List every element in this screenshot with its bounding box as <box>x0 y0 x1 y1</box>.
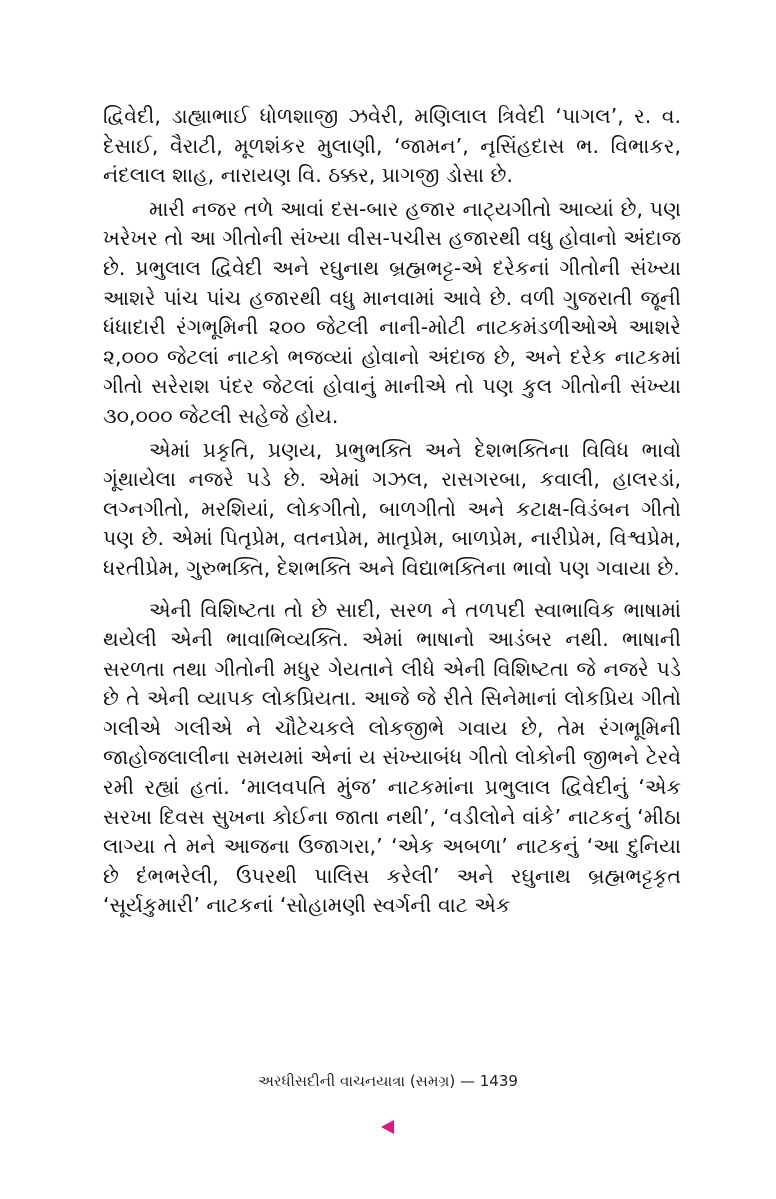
paragraph-song-themes: એમાં પ્રકૃતિ, પ્રણય, પ્રભુભક્તિ અને દેશભક્તિના વિવિધ ભાવો ગૂંથાયેલા નજરે પડે છે. એમાં ગઝલ, રાસગરબા, કવાલી, હાલરડાં, લગ્નગીતો, મરશિયાં, લોકગીતો, બાળગીતો અને કટાક્ષ-વિડંબન ગીતો પણ છે. એમાં પિતૃપ્રેમ, વતનપ્રેમ, માતૃપ્રેમ, બાળપ્રેમ, નારીપ્રેમ, વિશ્વપ્રેમ, ધરતીપ્રેમ, ગુરુભક્તિ, દેશભક્તિ અને વિદ્યાભક્તિના ભાવો પણ ગવાયા છે. <box>103 437 681 580</box>
previous-page-arrow-icon[interactable] <box>381 1120 394 1134</box>
paragraph-song-count: મારી નજર તળે આવાં દસ-બાર હજાર નાટ્યગીતો આવ્યાં છે, પણ ખરેખર તો આ ગીતોની સંખ્યા વીસ-પચીસ હજારથી વધુ હોવાનો અંદાજ છે. પ્રભુલાલ દ્વિવેદી અને રઘુનાથ બ્રહ્મભટ્ટ-એ દરેકનાં ગીતોની સંખ્યા આશરે પાંચ પાંચ હજારથી વધુ માનવામાં આવે છે. વળી ગુજરાતી જૂની ધંધાદારી રંગભૂમિની ૨૦૦ જેટલી નાની-મોટી નાટકમંડળીઓએ આશરે ૨,૦૦૦ જેટલાં નાટકો ભજવ્યાં હોવાનો અંદાજ છે, અને દરેક નાટકમાં ગીતો સરેરાશ પંદર જેટલાં હોવાનું માનીએ તો પણ કુલ ગીતોની સંખ્યા ૩૦,૦૦૦ જેટલી સહેજે હોય. <box>103 196 681 428</box>
page-body <box>103 102 681 921</box>
page-footer: અરધીસદીની વાચનયાત્રા (સમગ્ર) — 1439 <box>258 1072 518 1090</box>
paragraph-continuation: દ્વિવેદી, ડાહ્યાભાઈ ધોળશાજી ઝવેરી, મણિલાલ ત્રિવેદી ‘પાગલ’, ર. વ. દેસાઈ, વૈરાટી, મૂળશંકર મુલાણી, ‘જામન’, નૃસિંહદાસ ભ. વિભાકર, નંદલાલ શાહ, નારાયણ વિ. ઠક્કર, પ્રાગજી ડોસા છે. <box>103 104 681 188</box>
paragraph-song-features: એની વિશિષ્ટતા તો છે સાદી, સરળ ને તળપદી સ્વાભાવિક ભાષામાં થયેલી એની ભાવાભિવ્યક્તિ. એમાં ભાષાનો આડંબર નથી. ભાષાની સરળતા તથા ગીતોની મધુર ગેયતાને લીધે એની વિશિષ્ટતા જે નજરે પડે છે તે એની વ્યાપક લોકપ્રિયતા. આજે જે રીતે સિનેમાનાં લોકપ્રિય ગીતો ગલીએ ગલીએ ને ચૌટેચકલે લોકજીભે ગવાય છે, તેમ રંગભૂમિની જાહોજલાલીના સમયમાં એનાં ય સંખ્યાબંધ ગીતો લોકોની જીભને ટેરવે રમી રહ્યાં હતાં. ‘માલવપતિ મુંજ’ નાટકમાંના પ્રભુલાલ દ્વિવેદીનું ‘એક સરખા દિવસ સુખના કોઈના જાતા નથી’, ‘વડીલોને વાંકે’ નાટકનું ‘મીઠા લાગ્યા તે મને આજના ઉજાગરા,’ ‘એક અબળા’ નાટકનું ‘આ દુનિયા છે દંભભરેલી, ઉપરથી પાલિસ કરેલી’ અને રઘુનાથ બ્રહ્મભટ્ટકૃત ‘સૂર્યકુમારી’ નાટકનાં ‘સોહામણી સ્વર્ગની વાટ એક <box>103 597 681 918</box>
